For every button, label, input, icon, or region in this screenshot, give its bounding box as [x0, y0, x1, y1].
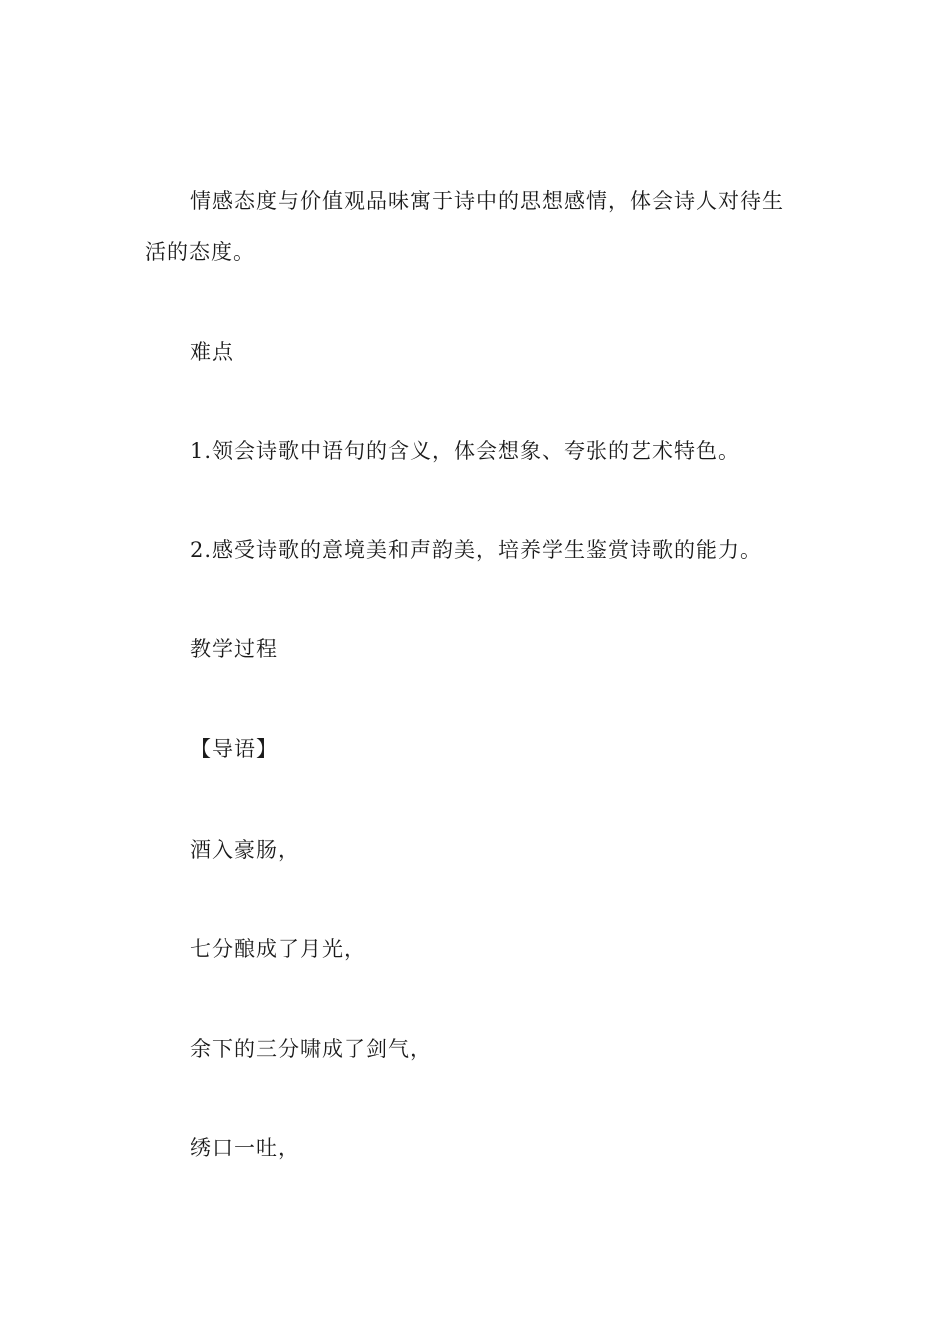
poem-line-2: 七分酿成了月光， [190, 937, 366, 961]
heading-difficulty: 难点 [190, 340, 234, 364]
difficulty-item-1: 1.领会诗歌中语句的含义，体会想象、夸张的艺术特色。 [190, 439, 741, 463]
section-intro-heading: 【导语】 [190, 737, 278, 761]
heading-teaching-process: 教学过程 [190, 637, 278, 661]
paragraph-line-1: 情感态度与价值观品味寓于诗中的思想感情，体会诗人对待生 [190, 189, 784, 213]
poem-line-4: 绣口一吐， [190, 1136, 300, 1160]
paragraph-line-2: 活的态度。 [145, 240, 255, 264]
poem-line-1: 酒入豪肠， [190, 838, 300, 862]
difficulty-item-2: 2.感受诗歌的意境美和声韵美，培养学生鉴赏诗歌的能力。 [190, 538, 763, 562]
poem-line-3: 余下的三分啸成了剑气， [190, 1037, 432, 1061]
